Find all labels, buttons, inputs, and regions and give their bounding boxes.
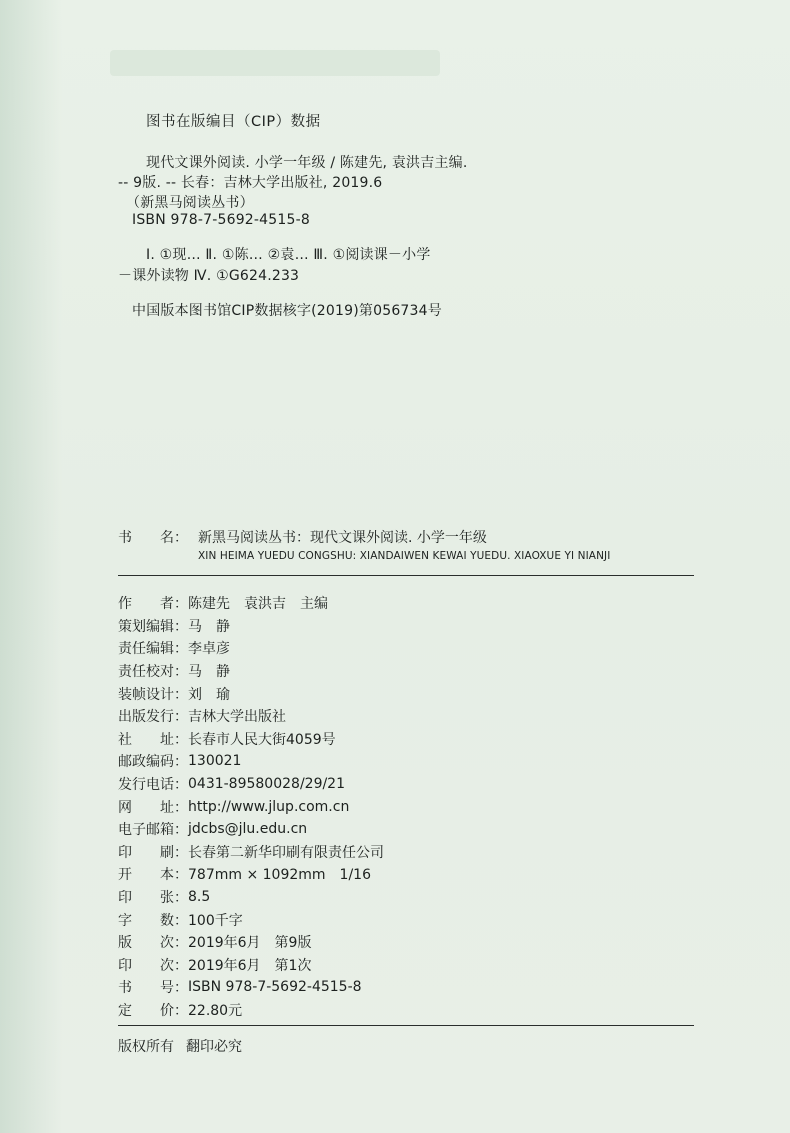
info-label-char: 装 xyxy=(118,686,132,703)
info-value: http://www.jlup.com.cn xyxy=(188,798,350,815)
info-row xyxy=(118,728,678,751)
info-row xyxy=(118,773,678,796)
info-label xyxy=(118,887,174,907)
info-value: 22.80元 xyxy=(188,1002,243,1019)
cip-line-4: ISBN 978-7-5692-4515-8 xyxy=(132,212,310,228)
info-label-char: 帧 xyxy=(132,686,146,703)
info-label-char: 计 xyxy=(160,686,174,703)
info-label-char: 者 xyxy=(160,596,174,613)
info-label-char: 设 xyxy=(146,686,160,703)
info-colon: ： xyxy=(174,709,188,726)
info-label xyxy=(118,819,174,839)
info-label-char: 对 xyxy=(160,664,174,681)
info-value: ISBN 978-7-5692-4515-8 xyxy=(188,979,362,996)
info-row xyxy=(118,863,678,886)
book-name-label-suffix: 名： xyxy=(160,530,188,546)
info-colon: ： xyxy=(174,867,188,884)
info-label-char: 刷 xyxy=(160,844,174,861)
info-label-char: 发 xyxy=(118,777,132,794)
info-label-char: 辑 xyxy=(160,641,174,658)
info-colon: ： xyxy=(174,822,188,839)
cip-line-1: 现代文课外阅读. 小学一年级 / 陈建先, 袁洪吉主编. xyxy=(146,155,468,171)
info-label-char: 责 xyxy=(118,664,132,681)
info-colon: ： xyxy=(174,618,188,635)
info-row xyxy=(118,615,678,638)
info-label-char: 本 xyxy=(160,867,174,884)
info-label-char: 行 xyxy=(160,709,174,726)
info-label-char: 编 xyxy=(146,618,160,635)
info-label xyxy=(118,955,174,975)
info-label-char: 号 xyxy=(160,980,174,997)
info-label xyxy=(118,910,174,930)
info-label-char: 数 xyxy=(160,912,174,929)
info-label xyxy=(118,774,174,794)
info-colon: ： xyxy=(174,731,188,748)
info-colon: ： xyxy=(174,935,188,952)
divider-top xyxy=(118,575,694,576)
info-value: 787mm × 1092mm 1/16 xyxy=(188,867,371,884)
info-colon: ： xyxy=(174,890,188,907)
info-row xyxy=(118,660,678,683)
info-label-char: 书 xyxy=(118,980,132,997)
bleed-through-bar xyxy=(110,50,440,76)
info-label-char: 政 xyxy=(132,754,146,771)
info-label-char: 址 xyxy=(160,731,174,748)
bleed-through-strip xyxy=(0,0,62,1133)
info-value: 陈建先 袁洪吉 主编 xyxy=(188,596,328,613)
info-row xyxy=(118,637,678,660)
info-colon: ： xyxy=(174,912,188,929)
info-label-char: 址 xyxy=(160,799,174,816)
info-row xyxy=(118,705,678,728)
info-label-char: 价 xyxy=(160,1002,174,1019)
info-colon: ： xyxy=(174,641,188,658)
info-row xyxy=(118,841,678,864)
info-label-char: 字 xyxy=(118,912,132,929)
info-label-char: 次 xyxy=(160,957,174,974)
cip-line-3: （新黑马阅读丛书） xyxy=(126,195,254,211)
book-title-pinyin: XIN HEIMA YUEDU CONGSHU: XIANDAIWEN KEWAI YUEDU. XIAOXUE YI NIANJI xyxy=(198,550,611,562)
info-label-char: 码 xyxy=(160,754,174,771)
info-label-char: 版 xyxy=(132,709,146,726)
info-colon: ： xyxy=(174,596,188,613)
info-label-char: 任 xyxy=(132,664,146,681)
book-name-label xyxy=(118,527,188,547)
info-value: jdcbs@jlu.edu.cn xyxy=(188,821,308,838)
info-row xyxy=(118,908,678,931)
cip-line-2: -- 9版. -- 长春：吉林大学出版社, 2019.6 xyxy=(118,175,383,191)
info-row xyxy=(118,886,678,909)
cip-line-6: －课外读物 Ⅳ. ①G624.233 xyxy=(118,268,300,284)
info-label-char: 编 xyxy=(146,641,160,658)
info-colon: ： xyxy=(174,980,188,997)
info-label-char: 次 xyxy=(160,935,174,952)
info-colon: ： xyxy=(174,664,188,681)
info-label-char: 开 xyxy=(118,867,132,884)
info-value: 130021 xyxy=(188,753,242,770)
info-label-char: 校 xyxy=(146,664,160,681)
info-label xyxy=(118,977,174,997)
info-label xyxy=(118,638,174,658)
info-row xyxy=(118,795,678,818)
info-value: 马 静 xyxy=(188,618,230,635)
info-label xyxy=(118,842,174,862)
info-label xyxy=(118,593,174,613)
info-label xyxy=(118,751,174,771)
info-value: 长春第二新华印刷有限责任公司 xyxy=(188,844,384,861)
info-label xyxy=(118,684,174,704)
cip-line-5: Ⅰ. ①现… Ⅱ. ①陈… ②袁… Ⅲ. ①阅读课－小学 xyxy=(146,247,431,263)
info-colon: ： xyxy=(174,754,188,771)
info-label-char: 子 xyxy=(132,822,146,839)
info-label-char: 版 xyxy=(118,935,132,952)
info-value: 马 静 xyxy=(188,664,230,681)
info-colon: ： xyxy=(174,777,188,794)
info-label-char: 社 xyxy=(118,731,132,748)
info-colon: ： xyxy=(174,799,188,816)
info-row xyxy=(118,818,678,841)
copyright-right: 翻印必究 xyxy=(186,1039,242,1055)
info-value: 刘 瑜 xyxy=(188,686,230,703)
info-label-char: 策 xyxy=(118,618,132,635)
info-value: 2019年6月 第9版 xyxy=(188,935,312,952)
book-name-label-char: 书 xyxy=(118,530,132,546)
info-label-char: 印 xyxy=(118,957,132,974)
info-label-char: 编 xyxy=(146,754,160,771)
info-row xyxy=(118,931,678,954)
info-label-char: 箱 xyxy=(160,822,174,839)
info-value: 2019年6月 第1次 xyxy=(188,957,312,974)
info-value: 长春市人民大街4059号 xyxy=(188,731,336,748)
info-label-char: 电 xyxy=(118,822,132,839)
copyright-left: 版权所有 xyxy=(118,1039,174,1055)
info-row xyxy=(118,999,678,1022)
info-value: 吉林大学出版社 xyxy=(188,709,286,726)
info-label xyxy=(118,729,174,749)
info-label-char: 网 xyxy=(118,799,132,816)
info-label xyxy=(118,661,174,681)
info-row xyxy=(118,954,678,977)
info-label-char: 张 xyxy=(160,890,174,907)
info-colon: ： xyxy=(174,686,188,703)
cip-line-7: 中国版本图书馆CIP数据核字(2019)第056734号 xyxy=(132,303,442,319)
info-value: 100千字 xyxy=(188,912,243,929)
info-label-char: 话 xyxy=(160,777,174,794)
info-value: 8.5 xyxy=(188,889,211,906)
info-label-char: 划 xyxy=(132,618,146,635)
info-label xyxy=(118,616,174,636)
info-label-char: 任 xyxy=(132,641,146,658)
info-label-char: 邮 xyxy=(118,754,132,771)
info-label-char: 行 xyxy=(132,777,146,794)
info-label-char: 发 xyxy=(146,709,160,726)
info-colon: ： xyxy=(174,957,188,974)
info-label-char: 印 xyxy=(118,890,132,907)
info-label-char: 出 xyxy=(118,709,132,726)
info-value: 0431-89580028/29/21 xyxy=(188,776,346,793)
info-label-char: 定 xyxy=(118,1002,132,1019)
info-row xyxy=(118,592,678,615)
info-label xyxy=(118,864,174,884)
info-label-char: 作 xyxy=(118,596,132,613)
publication-info-list xyxy=(118,592,678,1021)
book-title: 新黑马阅读丛书：现代文课外阅读. 小学一年级 xyxy=(198,530,487,546)
info-label xyxy=(118,706,174,726)
info-label-char: 辑 xyxy=(160,618,174,635)
cip-title: 图书在版编目（CIP）数据 xyxy=(146,114,321,130)
info-colon: ： xyxy=(174,844,188,861)
info-colon: ： xyxy=(174,1002,188,1019)
info-row xyxy=(118,750,678,773)
info-label xyxy=(118,797,174,817)
info-value: 李卓彦 xyxy=(188,641,230,658)
info-label xyxy=(118,932,174,952)
divider-bottom xyxy=(118,1025,694,1026)
info-label xyxy=(118,1000,174,1020)
info-label-char: 邮 xyxy=(146,822,160,839)
info-label-char: 印 xyxy=(118,844,132,861)
copyright-notice xyxy=(118,1036,242,1056)
info-label-char: 责 xyxy=(118,641,132,658)
info-row xyxy=(118,976,678,999)
info-label-char: 电 xyxy=(146,777,160,794)
info-row xyxy=(118,682,678,705)
